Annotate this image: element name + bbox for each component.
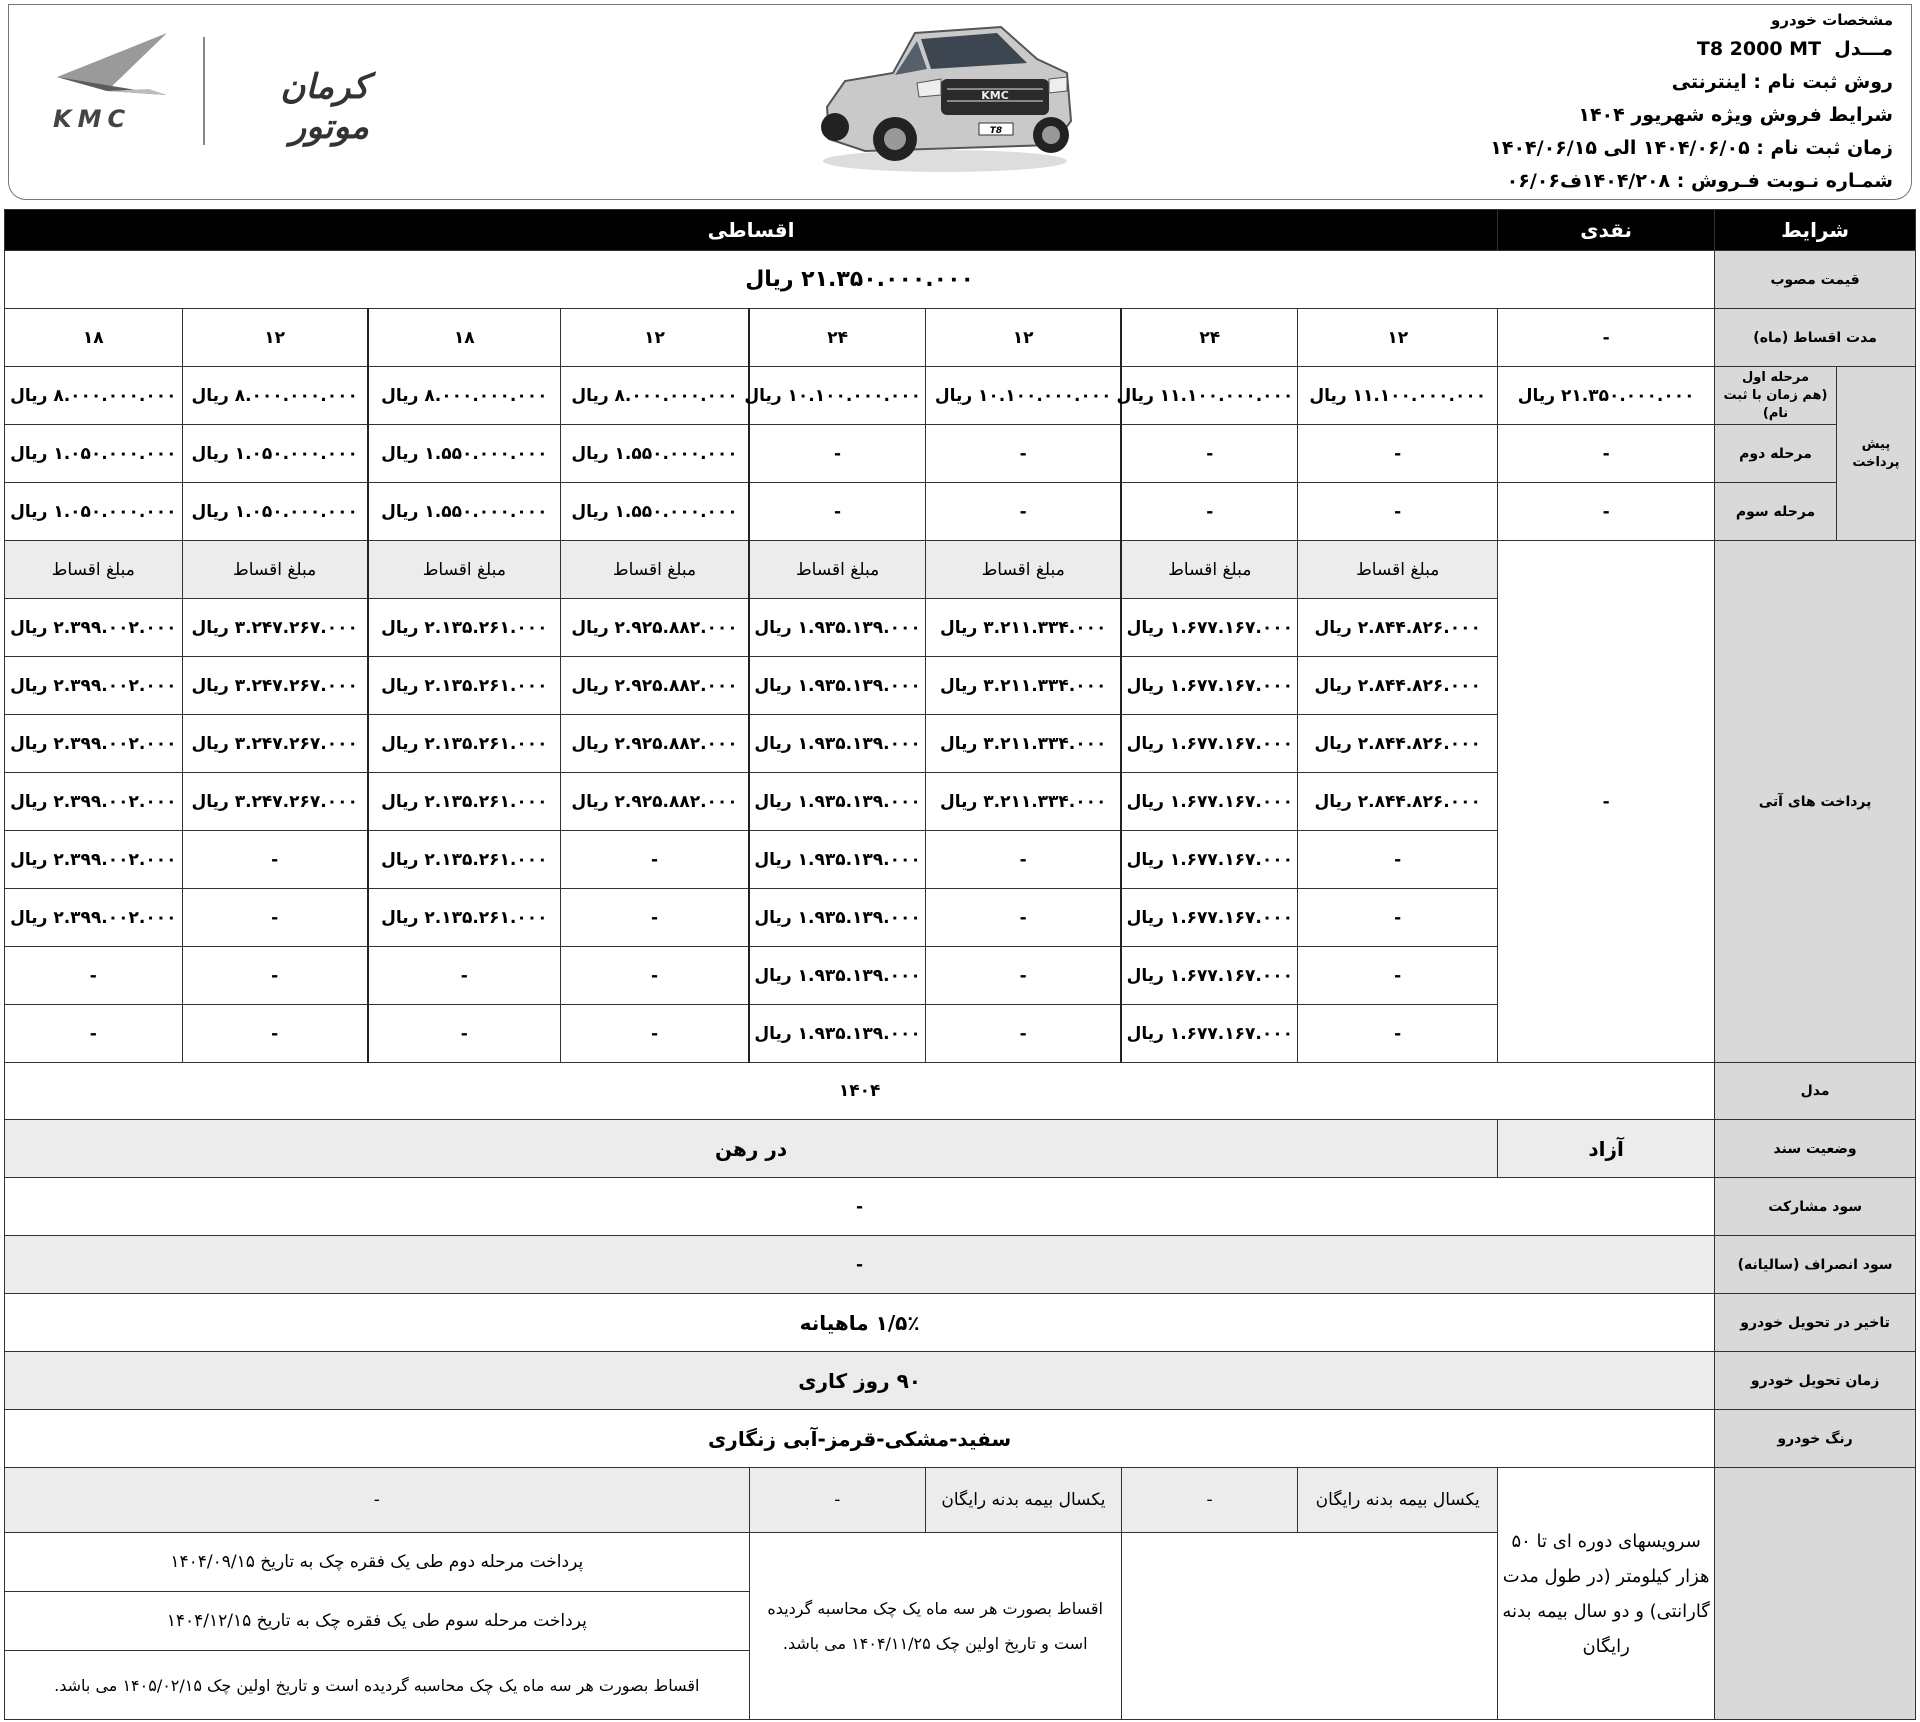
stage3-cell: ۱.۵۵۰.۰۰۰.۰۰۰ ریال — [368, 483, 561, 541]
installment-cell: ۳.۲۱۱.۳۳۴.۰۰۰ ریال — [926, 715, 1122, 773]
car-badge: KMC — [981, 89, 1009, 102]
stage2-cell: - — [749, 425, 925, 483]
installment-cell: - — [926, 889, 1122, 947]
col-conditions: شرایط — [1715, 210, 1916, 251]
delivery-label: زمان تحویل خودرو — [1715, 1352, 1916, 1410]
cancel-profit-label: سود انصراف (سالیانه) — [1715, 1236, 1916, 1294]
installment-cell: ۳.۲۴۷.۲۶۷.۰۰۰ ریال — [182, 715, 368, 773]
stage3-label: مرحله سوم — [1715, 483, 1837, 541]
delivery-row — [5, 1352, 1916, 1410]
stage3-cell: - — [1298, 483, 1498, 541]
installment-cell: - — [182, 1005, 368, 1063]
note-stage3: پرداخت مرحله سوم طی یک فقره چک به تاریخ ۱۴۰۴/۱۲/۱۵ — [5, 1592, 750, 1651]
installment-cell: ۳.۲۴۷.۲۶۷.۰۰۰ ریال — [182, 657, 368, 715]
insurance-cell: - — [749, 1468, 925, 1533]
installment-amount-header: مبلغ اقساط — [560, 541, 749, 599]
specs-title: مشخصات خودرو — [1771, 11, 1893, 29]
installment-cell: ۲.۱۳۵.۲۶۱.۰۰۰ ریال — [368, 599, 561, 657]
insurance-cell: یکسال بیمه بدنه رایگان — [1298, 1468, 1498, 1533]
stage2-cell: - — [1498, 425, 1715, 483]
installment-cell: ۳.۲۱۱.۳۳۴.۰۰۰ ریال — [926, 773, 1122, 831]
installment-cell: ۱.۹۳۵.۱۳۹.۰۰۰ ریال — [749, 657, 925, 715]
installment-cell: - — [1298, 831, 1498, 889]
stage1-cell: ۸.۰۰۰.۰۰۰.۰۰۰ ریال — [5, 367, 183, 425]
color-value: سفید-مشکی-قرمز-آبی زنگاری — [5, 1410, 1715, 1468]
duration-cell: - — [1498, 309, 1715, 367]
duration-row — [5, 309, 1916, 367]
installment-cell: - — [368, 1005, 561, 1063]
note-last: اقساط بصورت هر سه ماه یک چک محاسبه گردیده است و تاریخ اولین چک ۱۴۰۵/۰۲/۱۵ می باشد. — [5, 1651, 750, 1720]
price-table — [4, 209, 1916, 1720]
col-installment: اقساطی — [5, 210, 1498, 251]
insurance-cell: - — [5, 1468, 750, 1533]
car-model-plate: T8 — [989, 126, 1003, 136]
installment-cell: - — [560, 1005, 749, 1063]
installment-cell: - — [560, 947, 749, 1005]
col-cash: نقدی — [1498, 210, 1715, 251]
stage3-cell: - — [1121, 483, 1297, 541]
delay-label: تاخیر در تحویل خودرو — [1715, 1294, 1916, 1352]
registration-time: زمان ثبت نام : ۱۴۰۴/۰۶/۰۵ الی ۱۴۰۴/۰۶/۱۵ — [1490, 137, 1893, 159]
duration-cell: ۱۲ — [1298, 309, 1498, 367]
installment-cell: ۱.۹۳۵.۱۳۹.۰۰۰ ریال — [749, 831, 925, 889]
kmc-emblem-icon — [49, 33, 179, 133]
installment-cell: - — [1298, 889, 1498, 947]
stage1-cell: ۲۱.۳۵۰.۰۰۰.۰۰۰ ریال — [1498, 367, 1715, 425]
installment-cell: ۲.۸۴۴.۸۲۶.۰۰۰ ریال — [1298, 599, 1498, 657]
installment-cell: ۱.۶۷۷.۱۶۷.۰۰۰ ریال — [1121, 773, 1297, 831]
insurance-cell: - — [1121, 1468, 1297, 1533]
installment-cell: ۲.۳۹۹.۰۰۲.۰۰۰ ریال — [5, 831, 183, 889]
stage1-cell: ۸.۰۰۰.۰۰۰.۰۰۰ ریال — [560, 367, 749, 425]
stage1-label — [1715, 367, 1837, 425]
stage3-cell: - — [749, 483, 925, 541]
stage1-cell: ۸.۰۰۰.۰۰۰.۰۰۰ ریال — [368, 367, 561, 425]
approved-price-label: قیمت مصوب — [1715, 251, 1916, 309]
installment-cell: ۲.۱۳۵.۲۶۱.۰۰۰ ریال — [368, 773, 561, 831]
stage2-cell: - — [926, 425, 1122, 483]
installment-cell: - — [560, 831, 749, 889]
delay-value: ۱/۵٪ ماهیانه — [5, 1294, 1715, 1352]
model-year-value: ۱۴۰۴ — [5, 1063, 1715, 1120]
stage2-cell: - — [1121, 425, 1297, 483]
insurance-cell: یکسال بیمه بدنه رایگان — [926, 1468, 1122, 1533]
stage2-cell: ۱.۵۵۰.۰۰۰.۰۰۰ ریال — [560, 425, 749, 483]
services-text: سرویسهای دوره ای تا ۵۰ هزار کیلومتر (در طول مدت گارانتی) و دو سال بیمه بدنه رایگان — [1498, 1468, 1715, 1720]
stage1-title: مرحله اول — [1742, 369, 1810, 385]
installment-amount-header: مبلغ اقساط — [749, 541, 925, 599]
installment-cell: ۳.۲۱۱.۳۳۴.۰۰۰ ریال — [926, 657, 1122, 715]
installment-cell: ۲.۳۹۹.۰۰۲.۰۰۰ ریال — [5, 715, 183, 773]
installment-cell: ۲.۱۳۵.۲۶۱.۰۰۰ ریال — [368, 831, 561, 889]
stage2-row — [5, 425, 1916, 483]
partnership-profit-label: سود مشارکت — [1715, 1178, 1916, 1236]
installment-cell: ۳.۲۴۷.۲۶۷.۰۰۰ ریال — [182, 599, 368, 657]
note-stage2: پرداخت مرحله دوم طی یک فقره چک به تاریخ ۱۴۰۴/۰۹/۱۵ — [5, 1533, 750, 1592]
insurance-empty-cell — [1121, 1533, 1497, 1720]
installment-amount-header: مبلغ اقساط — [1121, 541, 1297, 599]
installment-cell: ۱.۹۳۵.۱۳۹.۰۰۰ ریال — [749, 773, 925, 831]
approved-price-value: ۲۱.۳۵۰.۰۰۰.۰۰۰ ریال — [5, 251, 1715, 309]
cancel-profit-row — [5, 1236, 1916, 1294]
installment-cell: - — [182, 831, 368, 889]
stage1-cell: ۸.۰۰۰.۰۰۰.۰۰۰ ریال — [182, 367, 368, 425]
stage2-cell: - — [1298, 425, 1498, 483]
color-label: رنگ خودرو — [1715, 1410, 1916, 1468]
stage1-cell: ۱۱.۱۰۰.۰۰۰.۰۰۰ ریال — [1298, 367, 1498, 425]
sale-round: شمـاره نـوبت فـروش : ۱۴۰۴/۲۰۸ف۰۶/۰۶ — [1506, 170, 1893, 192]
pickup-truck-image — [805, 11, 1081, 179]
brand-fa: کرمان موتور — [280, 67, 369, 147]
stage2-cell: ۱.۰۵۰.۰۰۰.۰۰۰ ریال — [5, 425, 183, 483]
installment-cell: ۲.۹۲۵.۸۸۲.۰۰۰ ریال — [560, 599, 749, 657]
stage1-row — [5, 367, 1916, 425]
installment-cell: ۲.۸۴۴.۸۲۶.۰۰۰ ریال — [1298, 773, 1498, 831]
installment-cell: - — [368, 947, 561, 1005]
installment-cell: ۲.۱۳۵.۲۶۱.۰۰۰ ریال — [368, 889, 561, 947]
installment-cell: - — [560, 889, 749, 947]
installment-amount-header: مبلغ اقساط — [182, 541, 368, 599]
stage3-cell: - — [926, 483, 1122, 541]
sale-conditions: شرایط فروش ویژه شهریور ۱۴۰۴ — [1578, 104, 1893, 126]
installment-cell: ۳.۲۴۷.۲۶۷.۰۰۰ ریال — [182, 773, 368, 831]
partnership-profit-row — [5, 1178, 1916, 1236]
installment-amount-header: مبلغ اقساط — [1298, 541, 1498, 599]
installment-cell: ۱.۹۳۵.۱۳۹.۰۰۰ ریال — [749, 889, 925, 947]
delay-row — [5, 1294, 1916, 1352]
stage3-cell: ۱.۰۵۰.۰۰۰.۰۰۰ ریال — [5, 483, 183, 541]
brand-en: KMC — [53, 105, 132, 133]
color-row — [5, 1410, 1916, 1468]
kmc-logo-icon — [49, 33, 369, 153]
stage1-cell: ۱۱.۱۰۰.۰۰۰.۰۰۰ ریال — [1121, 367, 1297, 425]
installment-cell: - — [5, 947, 183, 1005]
installment-cell: ۲.۸۴۴.۸۲۶.۰۰۰ ریال — [1298, 657, 1498, 715]
model-label: مـــدل — [1834, 38, 1893, 60]
installment-cell: ۱.۹۳۵.۱۳۹.۰۰۰ ریال — [749, 947, 925, 1005]
installment-cell: - — [926, 1005, 1122, 1063]
stage3-cell: ۱.۰۵۰.۰۰۰.۰۰۰ ریال — [182, 483, 368, 541]
installment-cell: ۲.۸۴۴.۸۲۶.۰۰۰ ریال — [1298, 715, 1498, 773]
registration-method: روش ثبت نام : اینترنتی — [1671, 71, 1893, 93]
installment-cell: ۲.۹۲۵.۸۸۲.۰۰۰ ریال — [560, 657, 749, 715]
future-payments-label: پرداخت های آتی — [1715, 541, 1916, 1063]
installment-cell: ۱.۶۷۷.۱۶۷.۰۰۰ ریال — [1121, 947, 1297, 1005]
installment-cell: ۱.۹۳۵.۱۳۹.۰۰۰ ریال — [749, 599, 925, 657]
installment-cell: ۲.۳۹۹.۰۰۲.۰۰۰ ریال — [5, 889, 183, 947]
installment-cell: ۳.۲۱۱.۳۳۴.۰۰۰ ریال — [926, 599, 1122, 657]
installment-cell: ۱.۶۷۷.۱۶۷.۰۰۰ ریال — [1121, 715, 1297, 773]
installment-cell: - — [1298, 1005, 1498, 1063]
installment-cell: ۱.۹۳۵.۱۳۹.۰۰۰ ریال — [749, 715, 925, 773]
duration-cell: ۱۲ — [926, 309, 1122, 367]
sale-header — [8, 4, 1912, 200]
installment-cell: - — [182, 889, 368, 947]
installment-cell: ۱.۶۷۷.۱۶۷.۰۰۰ ریال — [1121, 1005, 1297, 1063]
cancel-profit-value: - — [5, 1236, 1715, 1294]
installment-cell: - — [5, 1005, 183, 1063]
installment-cell: ۱.۶۷۷.۱۶۷.۰۰۰ ریال — [1121, 831, 1297, 889]
doc-status-cash: آزاد — [1498, 1120, 1715, 1178]
future-cash-cell: - — [1498, 541, 1715, 1063]
installment-cell: ۱.۹۳۵.۱۳۹.۰۰۰ ریال — [749, 1005, 925, 1063]
installment-cell: ۱.۶۷۷.۱۶۷.۰۰۰ ریال — [1121, 657, 1297, 715]
logo-divider — [203, 37, 205, 145]
stage1-subtitle: (هم زمان با ثبت نام) — [1723, 387, 1828, 421]
stage2-cell: ۱.۰۵۰.۰۰۰.۰۰۰ ریال — [182, 425, 368, 483]
duration-cell: ۱۲ — [182, 309, 368, 367]
installment-cell: - — [182, 947, 368, 1005]
installment-cell: ۲.۳۹۹.۰۰۲.۰۰۰ ریال — [5, 599, 183, 657]
duration-cell: ۱۸ — [5, 309, 183, 367]
duration-cell: ۲۴ — [1121, 309, 1297, 367]
model-year-row — [5, 1063, 1916, 1120]
stage2-label: مرحله دوم — [1715, 425, 1837, 483]
duration-cell: ۲۴ — [749, 309, 925, 367]
installment-amount-header: مبلغ اقساط — [368, 541, 561, 599]
installment-cell: - — [1298, 947, 1498, 1005]
installment-amount-header: مبلغ اقساط — [5, 541, 183, 599]
installment-cell: ۱.۶۷۷.۱۶۷.۰۰۰ ریال — [1121, 889, 1297, 947]
model-value: T8 2000 MT — [1696, 38, 1822, 60]
stage3-row — [5, 483, 1916, 541]
installment-cell: ۲.۱۳۵.۲۶۱.۰۰۰ ریال — [368, 657, 561, 715]
vehicle-specs — [1490, 7, 1893, 198]
installment-cell: - — [926, 831, 1122, 889]
prepayment-label: پیش پرداخت — [1836, 367, 1915, 541]
stage1-cell: ۱۰.۱۰۰.۰۰۰.۰۰۰ ریال — [926, 367, 1122, 425]
header-row — [5, 210, 1916, 251]
duration-label: مدت اقساط (ماه) — [1715, 309, 1916, 367]
installment-cell: ۱.۶۷۷.۱۶۷.۰۰۰ ریال — [1121, 599, 1297, 657]
installment-amount-header: مبلغ اقساط — [926, 541, 1122, 599]
stage2-cell: ۱.۵۵۰.۰۰۰.۰۰۰ ریال — [368, 425, 561, 483]
model-year-label: مدل — [1715, 1063, 1916, 1120]
duration-cell: ۱۸ — [368, 309, 561, 367]
stage3-cell: ۱.۵۵۰.۰۰۰.۰۰۰ ریال — [560, 483, 749, 541]
installment-cell: ۲.۱۳۵.۲۶۱.۰۰۰ ریال — [368, 715, 561, 773]
installment-cell: ۲.۹۲۵.۸۸۲.۰۰۰ ریال — [560, 715, 749, 773]
doc-status-row — [5, 1120, 1916, 1178]
stage1-cell: ۱۰.۱۰۰.۰۰۰.۰۰۰ ریال — [749, 367, 925, 425]
installment-cell: ۲.۳۹۹.۰۰۲.۰۰۰ ریال — [5, 657, 183, 715]
approved-price-row — [5, 251, 1916, 309]
installment-cell: ۲.۳۹۹.۰۰۲.۰۰۰ ریال — [5, 773, 183, 831]
model-line — [1490, 33, 1893, 66]
installment-cell: - — [926, 947, 1122, 1005]
partnership-profit-value: - — [5, 1178, 1715, 1236]
installment-header-row — [5, 541, 1916, 599]
installment-cell: ۲.۹۲۵.۸۸۲.۰۰۰ ریال — [560, 773, 749, 831]
note-mid: اقساط بصورت هر سه ماه یک چک محاسبه گردیده است و تاریخ اولین چک ۱۴۰۴/۱۱/۲۵ می باشد. — [749, 1533, 1121, 1720]
doc-status-label: وضعیت سند — [1715, 1120, 1916, 1178]
stage3-cell: - — [1498, 483, 1715, 541]
services-label-cell — [1715, 1468, 1916, 1720]
duration-cell: ۱۲ — [560, 309, 749, 367]
delivery-value: ۹۰ روز کاری — [5, 1352, 1715, 1410]
doc-status-installment: در رهن — [5, 1120, 1498, 1178]
insurance-row — [5, 1468, 1916, 1533]
